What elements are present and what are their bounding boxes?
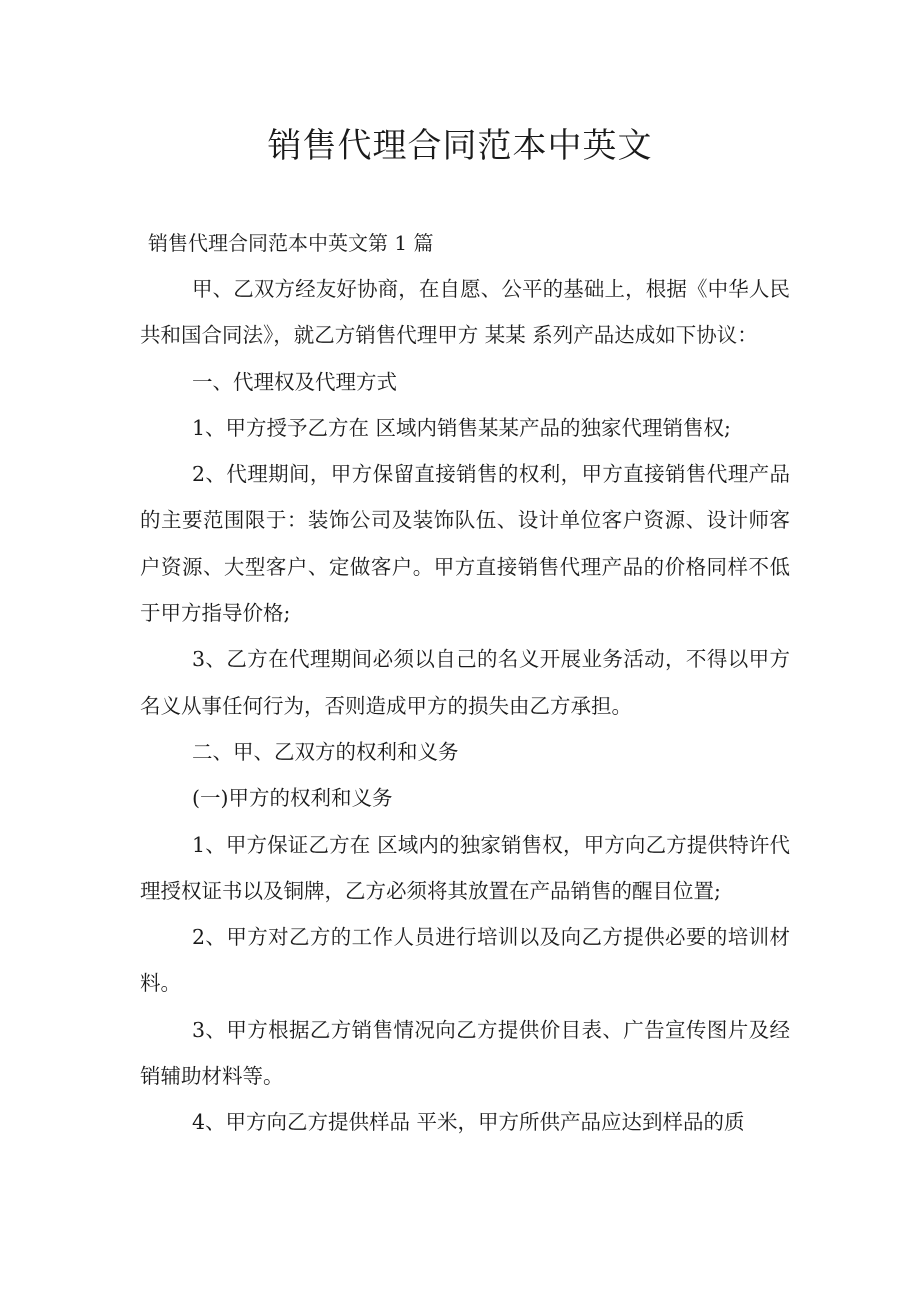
heading-party-a-rights: (一)甲方的权利和义务 <box>192 786 393 811</box>
paragraph-clause-2-3: 3、甲方根据乙方销售情况向乙方提供价目表、广告宣传图片及经销辅助材料等。 <box>140 1017 790 1089</box>
paragraph-clause-1-3: 3、乙方在代理期间必须以自己的名义开展业务活动，不得以甲方名义从事任何行为，否则造成甲方的损失由乙方承担。 <box>140 647 790 718</box>
paragraph-clause-2-2: 2、甲方对乙方的工作人员进行培训以及向乙方提供必要的培训材料。 <box>140 925 790 996</box>
document-body <box>140 266 790 1146</box>
heading-agency-rights: 一、代理权及代理方式 <box>192 369 397 394</box>
heading-rights-obligations: 二、甲、乙双方的权利和义务 <box>192 739 459 764</box>
document-title: 销售代理合同范本中英文 <box>267 126 653 166</box>
paragraph-clause-2-4: 4、甲方向乙方提供样品 平米，甲方所供产品应达到样品的质 <box>192 1110 745 1135</box>
paragraph-clause-1-1: 1、甲方授予乙方在 区域内销售某某产品的独家代理销售权; <box>192 415 731 440</box>
paragraph-clause-2-1: 1、甲方保证乙方在 区域内的独家销售权，甲方向乙方提供特许代理授权证书以及铜牌，乙方必须将其放置在产品销售的醒目位置; <box>140 832 790 903</box>
paragraph-clause-1-2: 2、代理期间，甲方保留直接销售的权利，甲方直接销售代理产品的主要范围限于：装饰公司及装饰队伍、设计单位客户资源、设计师客户资源、大型客户、定做客户。甲方直接销售代理产品的价格同样不低于甲方指导价格; <box>140 462 790 626</box>
paragraph-preamble: 甲、乙双方经友好协商，在自愿、公平的基础上，根据《中华人民共和国合同法》，就乙方销售代理甲方 某某 系列产品达成如下协议： <box>140 277 790 348</box>
section-subtitle: 销售代理合同范本中英文第 1 篇 <box>148 231 434 255</box>
